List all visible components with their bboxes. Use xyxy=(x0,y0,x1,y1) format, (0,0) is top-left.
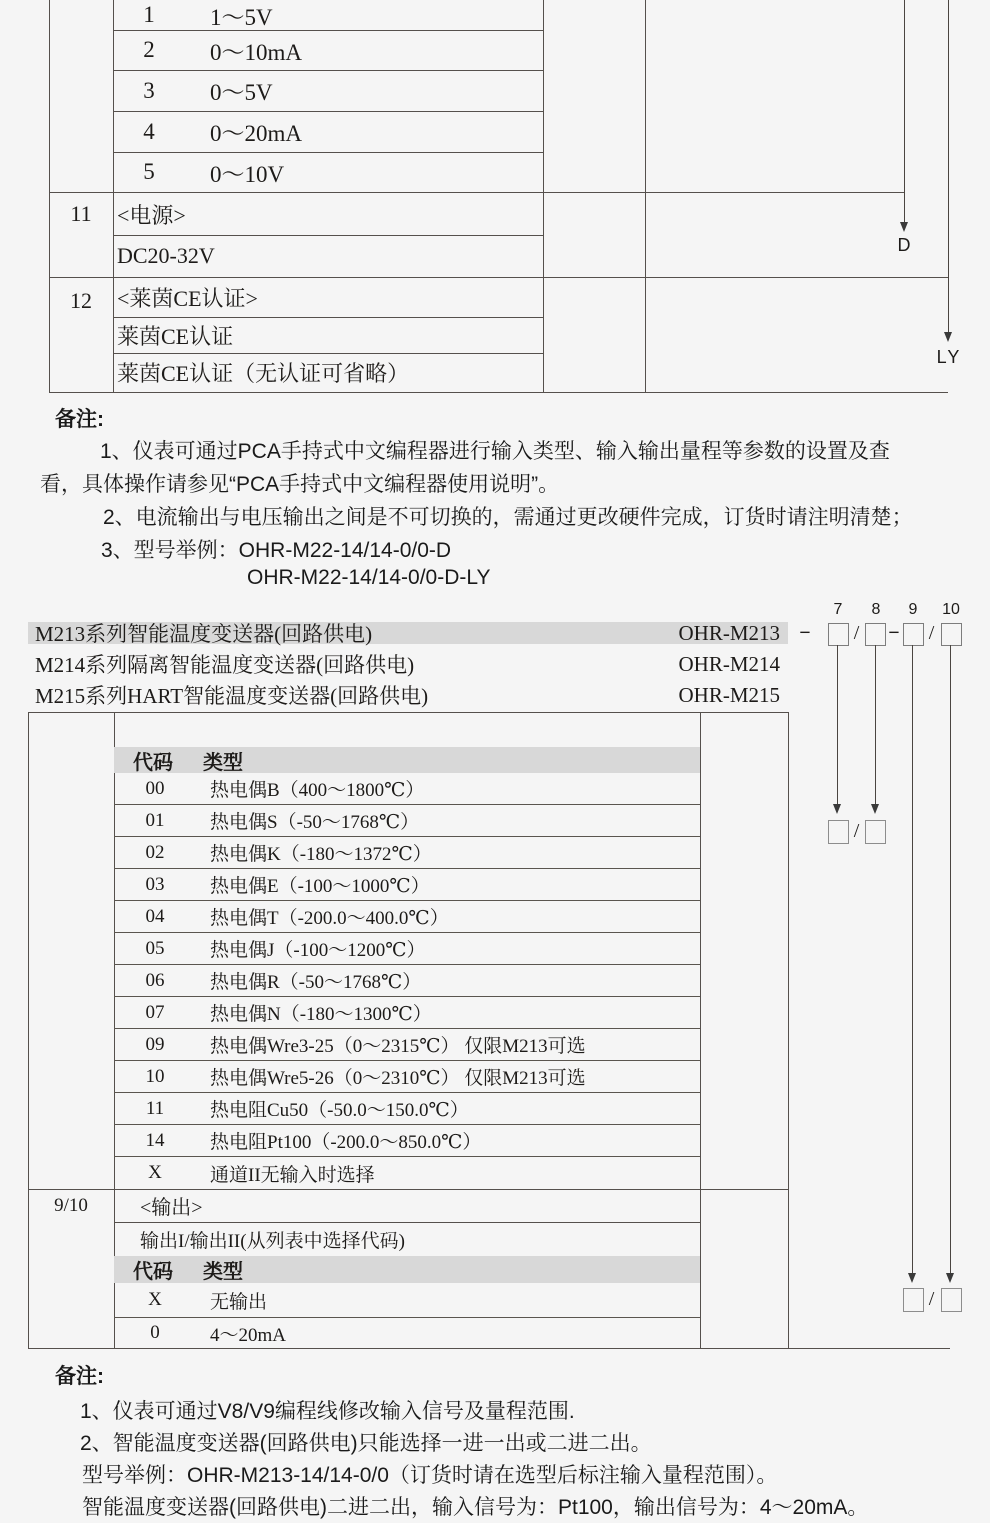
arrow-down-icon xyxy=(908,1273,916,1283)
signal-row-value: 0～20mA xyxy=(210,121,302,146)
row11-number: 11 xyxy=(70,201,92,226)
input-row-14 xyxy=(114,1125,700,1157)
leader-line-7 xyxy=(837,645,838,804)
input-code: 07 xyxy=(145,1001,165,1023)
input-row-05 xyxy=(114,933,700,965)
body-bottom-border xyxy=(28,1348,950,1349)
input-row-11 xyxy=(114,1093,700,1125)
input-code: 06 xyxy=(145,969,165,991)
notes-bottom-line1: 1、仪表可通过V8/V9编程线修改输入信号及量程范围. xyxy=(80,1400,575,1423)
input-row-04 xyxy=(114,901,700,933)
body-left-border xyxy=(28,712,29,1348)
position-number-8: 8 xyxy=(871,601,881,618)
input-row-01 xyxy=(114,805,700,837)
output-header: <输出> xyxy=(140,1197,203,1219)
output-code: 0 xyxy=(150,1322,160,1343)
output-type: 无输出 xyxy=(210,1291,268,1313)
output-col-code-header: 代码 xyxy=(133,1261,173,1283)
input-code: 14 xyxy=(145,1129,165,1151)
signal-row-code: 1 xyxy=(143,2,155,27)
output-subheader: 输出I/输出II(从列表中选择代码) xyxy=(140,1230,405,1252)
input-row-10 xyxy=(114,1061,700,1093)
signal-row-value: 0～10V xyxy=(210,161,285,187)
notes-bottom-title: 备注: xyxy=(55,1365,104,1388)
cert-header: <莱茵CE认证> xyxy=(117,285,258,311)
code-box-9 xyxy=(903,623,924,646)
output-type: 4～20mA xyxy=(210,1324,287,1346)
input-row-07 xyxy=(114,997,700,1029)
input-type: 热电偶J（-100～1200℃） xyxy=(210,940,426,961)
notes-top-line1: 1、仪表可通过PCA手持式中文编程器进行输入类型、输入输出量程等参数的设置及查 xyxy=(100,440,890,463)
signal-row-value: 0～5V xyxy=(210,80,273,105)
input-type: 热电偶N（-180～1300℃） xyxy=(210,1004,432,1025)
input-type: 热电偶Wre3-25（0～2315℃） 仅限M213可选 xyxy=(210,1036,586,1057)
input-row-00 xyxy=(114,773,700,805)
output-select-box-10 xyxy=(941,1288,962,1312)
input-type: 热电偶K（-180～1372℃） xyxy=(210,844,432,865)
dash-separator: − xyxy=(888,621,900,644)
cert-option2: 莱茵CE认证（无认证可省略） xyxy=(117,361,410,386)
code-box-8 xyxy=(865,623,886,646)
top-table-col2-border xyxy=(543,0,544,392)
signal-row-value: 0～10mA xyxy=(210,39,302,65)
notes-top-title: 备注: xyxy=(55,408,104,431)
code-box-10 xyxy=(941,623,962,646)
leader-line-ly xyxy=(948,0,949,332)
slash-separator: / xyxy=(853,621,860,644)
series-header-bottom-border xyxy=(28,712,788,713)
leader-line-d xyxy=(904,0,905,222)
input-type: 热电偶S（-50～1768℃） xyxy=(210,812,420,833)
input-type: 热电偶R（-50～1768℃） xyxy=(210,972,422,993)
position-number-10: 10 xyxy=(942,601,960,618)
leader-line-9 xyxy=(912,645,913,1273)
series-model-m213: OHR-M213 xyxy=(678,620,780,645)
slash-separator: / xyxy=(928,1287,935,1310)
notes-bottom-line2: 2、智能温度变送器(回路供电)只能选择一进一出或二进二出。 xyxy=(80,1432,652,1455)
input-row-09 xyxy=(114,1029,700,1061)
input-type: 热电偶E（-100～1000℃） xyxy=(210,876,430,897)
top-table-bottom-border xyxy=(49,392,948,393)
leader-line-8 xyxy=(875,645,876,804)
output-select-box-9 xyxy=(903,1288,924,1312)
arrow-down-icon xyxy=(946,1273,954,1283)
arrow-down-icon xyxy=(944,332,952,342)
code-box-7 xyxy=(828,623,849,646)
series-model-m215: OHR-M215 xyxy=(678,682,780,707)
input-table-header-bar xyxy=(114,747,700,773)
input-row-03 xyxy=(114,869,700,901)
input-code: 11 xyxy=(145,1097,165,1119)
row-separator xyxy=(113,152,543,153)
input-code: 04 xyxy=(145,905,165,927)
output-code: X xyxy=(148,1289,162,1310)
output-col-type-header: 类型 xyxy=(203,1261,243,1283)
signal-row-value: 1～5V xyxy=(210,4,273,30)
input-code: 05 xyxy=(145,937,165,959)
cert-option1: 莱茵CE认证 xyxy=(117,323,234,349)
input-type: 热电偶B（400～1800℃） xyxy=(210,780,425,801)
row-separator xyxy=(113,70,543,71)
output-row-number: 9/10 xyxy=(54,1194,88,1216)
arrow-down-icon xyxy=(900,222,908,232)
input-row-02 xyxy=(114,837,700,869)
dash-separator: − xyxy=(799,621,811,644)
input-row-x xyxy=(114,1157,700,1189)
arrow-down-icon xyxy=(871,804,879,814)
slash-separator: / xyxy=(853,819,860,842)
position-number-7: 7 xyxy=(833,601,843,618)
row12-number: 12 xyxy=(70,288,92,313)
input-col-type-header: 类型 xyxy=(203,751,243,774)
body-col2-border xyxy=(700,712,701,1348)
position-number-9: 9 xyxy=(908,601,918,618)
input-type: 热电阻Pt100（-200.0～850.0℃） xyxy=(210,1132,482,1153)
notes-top-line5: OHR-M22-14/14-0/0-D-LY xyxy=(247,566,491,589)
slash-separator: / xyxy=(928,621,935,644)
input-type: 热电阻Cu50（-50.0～150.0℃） xyxy=(210,1100,469,1121)
series-name-m214: M214系列隔离智能温度变送器(回路供电) xyxy=(35,653,415,677)
output-row-x xyxy=(114,1283,700,1318)
input-code: 09 xyxy=(145,1033,165,1055)
top-table-col3-border xyxy=(645,0,646,392)
input-type: 通道II无输入时选择 xyxy=(210,1164,375,1186)
input-code: 03 xyxy=(145,873,165,895)
notes-bottom-line3: 型号举例：OHR-M213-14/14-0/0（订货时请在选型后标注输入量程范围）。 xyxy=(82,1464,778,1487)
signal-row-code: 4 xyxy=(143,118,155,144)
input-select-box-7 xyxy=(828,820,849,844)
input-code: 02 xyxy=(145,841,165,863)
signal-row-code: 2 xyxy=(143,37,155,62)
input-code: X xyxy=(148,1162,162,1183)
input-code: 01 xyxy=(145,809,165,831)
input-select-box-8 xyxy=(865,820,886,844)
signal-row-code: 5 xyxy=(143,159,155,184)
notes-top-line3: 2、电流输出与电压输出之间是不可切换的，需通过更改硬件完成，订货时请注明清楚； xyxy=(103,506,913,529)
leader-label-ly: LY xyxy=(936,346,962,367)
power-value: DC20-32V xyxy=(117,243,215,268)
leader-line-10 xyxy=(950,645,951,1273)
signal-row-code: 3 xyxy=(143,77,155,103)
notes-top-line2: 看，具体操作请参见“PCA手持式中文编程器使用说明”。 xyxy=(40,473,560,496)
power-header: <电源> xyxy=(117,202,186,228)
input-col-code-header: 代码 xyxy=(133,751,173,774)
leader-label-d: D xyxy=(897,234,911,255)
row-separator xyxy=(113,111,543,112)
notes-top-line4: 3、型号举例：OHR-M22-14/14-0/0-D xyxy=(101,539,452,562)
series-name-m215: M215系列HART智能温度变送器(回路供电) xyxy=(35,684,429,708)
input-type: 热电偶Wre5-26（0～2310℃） 仅限M213可选 xyxy=(210,1068,586,1089)
input-row-06 xyxy=(114,965,700,997)
input-table-rows xyxy=(114,773,700,1189)
series-name-m213: M213系列智能温度变送器(回路供电) xyxy=(35,622,373,646)
top-table-col1-border xyxy=(113,0,114,392)
input-code: 10 xyxy=(145,1065,165,1087)
input-type: 热电偶T（-200.0～400.0℃） xyxy=(210,908,449,929)
series-model-m214: OHR-M214 xyxy=(678,651,780,676)
output-table-header-bar xyxy=(114,1256,700,1283)
output-row-0 xyxy=(114,1318,700,1348)
row-separator xyxy=(113,30,543,31)
input-code: 00 xyxy=(145,777,165,799)
arrow-down-icon xyxy=(833,804,841,814)
body-right-border xyxy=(788,712,789,1348)
notes-bottom-line4: 智能温度变送器(回路供电)二进二出，输入信号为：Pt100，输出信号为：4～20mA。 xyxy=(82,1496,869,1519)
